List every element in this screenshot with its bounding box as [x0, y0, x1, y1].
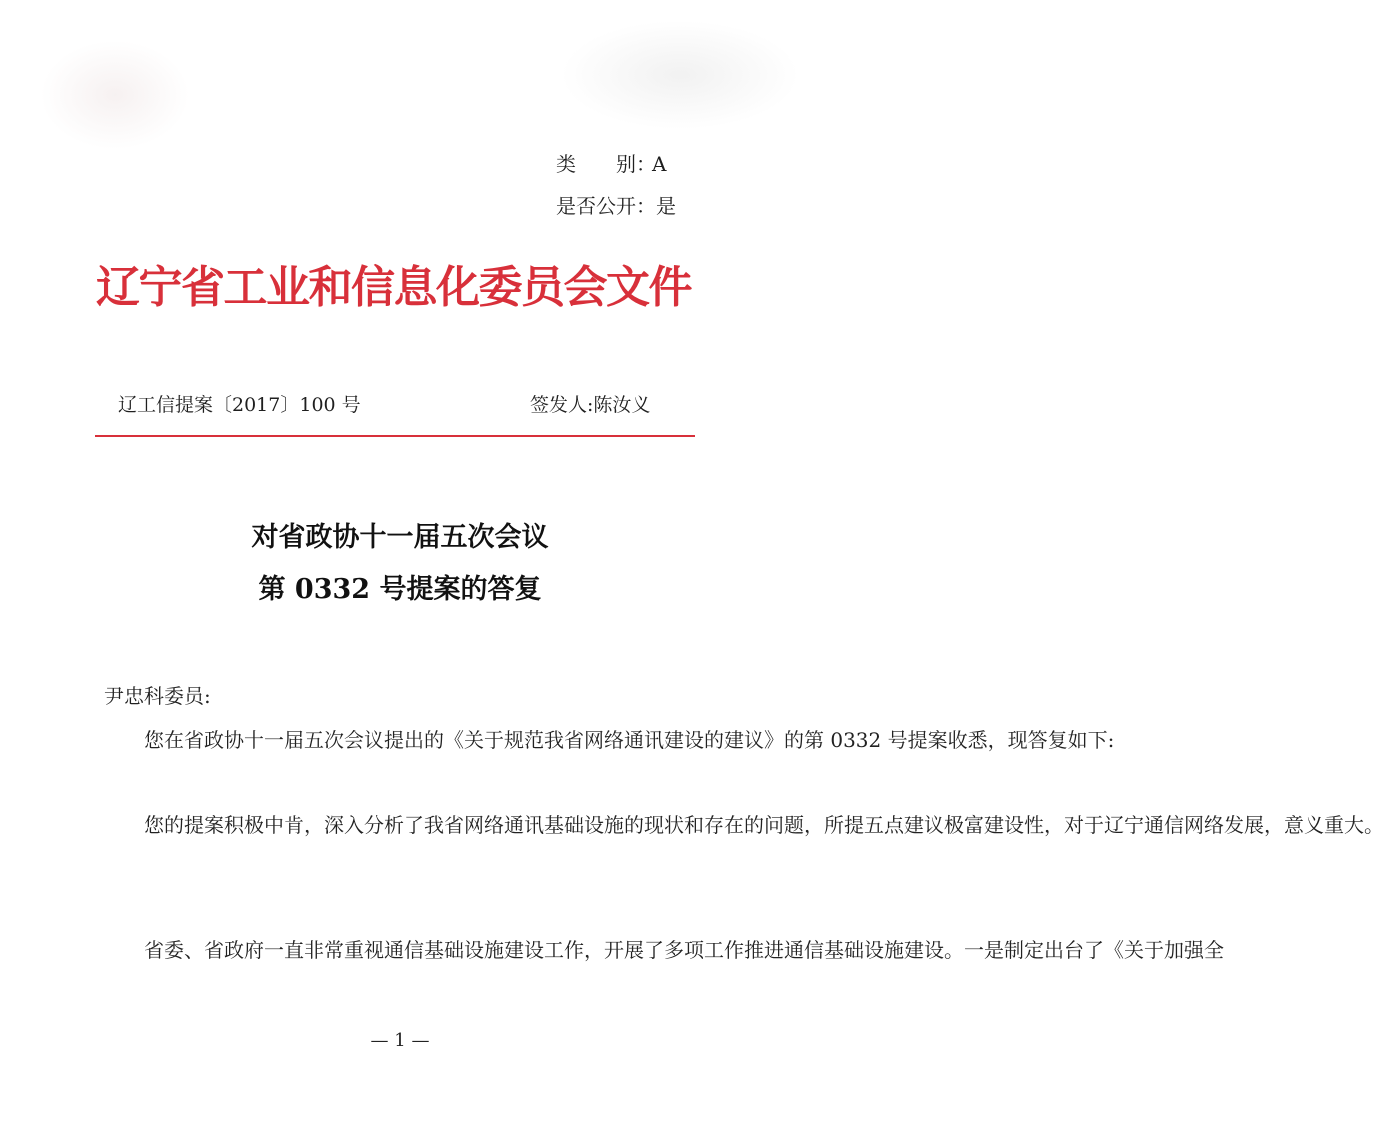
document-title-line-1: 对省政协十一届五次会议 [251, 522, 549, 553]
paragraph-text: 您的提案积极中肯，深入分析了我省网络通讯基础设施的现状和存在的问题，所提五点建议极富建设性，对于辽宁通信网络发展，意义重大。 [144, 813, 1384, 837]
public-line [556, 190, 676, 219]
issuing-authority-title: 辽宁省工业和信息化委员会文件 [96, 262, 691, 313]
public-value: 是 [656, 194, 676, 218]
public-label: 是否公开： [556, 194, 656, 218]
body-paragraph-1 [104, 720, 1115, 760]
scan-smudge-left [40, 40, 190, 150]
red-divider-line [95, 435, 695, 437]
category-line [556, 148, 666, 177]
document-title-line-2: 第 0332 号提案的答复 [258, 574, 542, 605]
scan-smudge-right [560, 20, 800, 130]
document-number: 辽工信提案〔2017〕100 号 [118, 394, 361, 416]
body-paragraph-3 [104, 930, 1224, 970]
salutation: 尹忠科委员: [104, 684, 211, 708]
page-number: — 1 — [370, 1030, 430, 1051]
paragraph-text: 您在省政协十一届五次会议提出的《关于规范我省网络通讯建设的建议》的第 0332 号提案收悉，现答复如下: [144, 728, 1115, 752]
body-paragraph-2 [104, 805, 1384, 845]
category-value: A [652, 152, 667, 176]
paragraph-text: 省委、省政府一直非常重视通信基础设施建设工作，开展了多项工作推进通信基础设施建设。一是制定出台了《关于加强全 [144, 938, 1224, 962]
issuer-signature-line: 签发人:陈汝义 [530, 394, 651, 416]
category-label: 类 别： [556, 152, 656, 176]
